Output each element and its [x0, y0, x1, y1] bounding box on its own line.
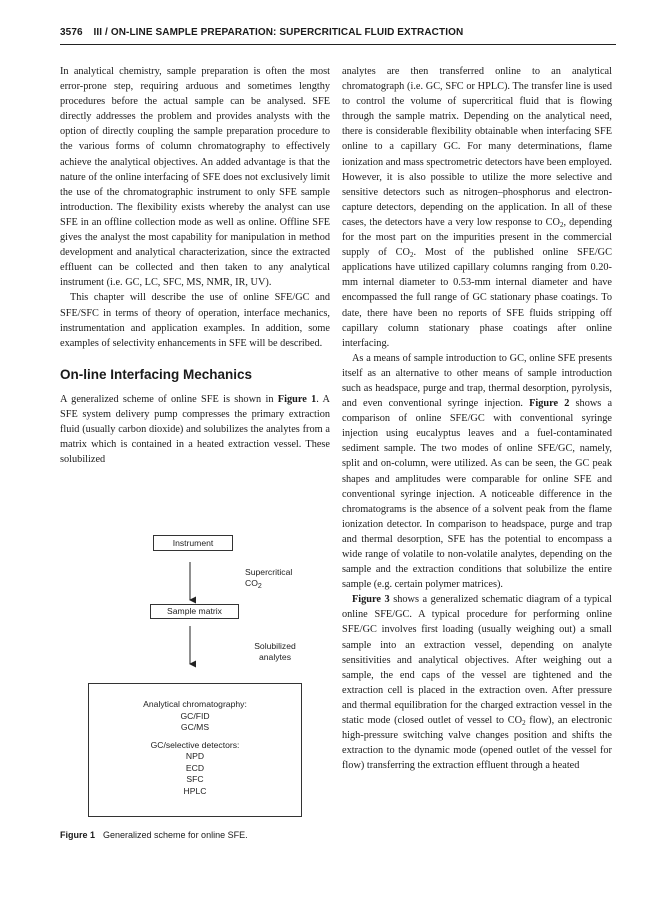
solubilized-analytes-label: Solubilized analytes: [254, 641, 296, 662]
chapter-scope-paragraph: This chapter will describe the use of online SFE/GC and SFE/SFC in terms of theory of operation, interface mechanics, instrumentation and application examples. In addition, some examples of selectivity enhancements in SFE will be described.: [60, 292, 330, 349]
gc-fid: GC/FID: [180, 710, 210, 721]
figure-1-reference: Figure 1: [277, 393, 317, 405]
header-rule: [60, 44, 616, 45]
right-column: [342, 64, 612, 773]
npd: NPD: [185, 751, 205, 761]
instrument-box: Instrument: [153, 535, 233, 551]
intro-paragraph: In analytical chemistry, sample preparation is often the most error-prone step, requiring arduous and sometimes lengthy procedures before the actual sample can be analysed. SFE directly addresses the problem and provides analysts with the option of directly coupling the sample preparation procedure to the various forms of column chromatography to effectively achieve the analytical objectives. An added advantage is that the nature of the online interfacing of SFE does not exclusively limit the use of the chromatographic instrument to only SFE sample introduction. The flexibility exists whereby the analyst can use SFE in an offline collection mode as well as online. Offline SFE gives the analyst the most capability for manipulation in method development and analytical characterization, since the extracted effluent can be collected and then taken to any analytical instrument (i.e. GC, LC, SFC, MS, NMR, IR, UV).: [60, 66, 330, 289]
procedure-paragraph: Figure 3 shows a generalized schematic diagram of a typical online SFE/GC. A typical procedure for performing online SFE/GC involves first loading (usually weighing out) a small sample into an extraction vessel, depending on analyte sensitivities and analytical objectives. After weighing out a sample, the end caps of the vessel are tightened and the extraction cell is placed in the extraction oven. After pressure and thermal equilibration for the charged extraction vessel in the static mode (closed outlet of vessel to $CO_2$ flow), an electronic high-pressure switching valve changes position and shifts the extraction to the dynamic mode (opened outlet of the vessel for flow) transferring the extraction effluent through a heated: [342, 594, 612, 772]
supercritical-co2-label: Supercritical $CO_2$: [245, 567, 293, 590]
hplc: HPLC: [183, 785, 207, 796]
analytical-heading: Analytical chromatography:: [143, 699, 247, 709]
selective-heading: GC/selective detectors:: [150, 739, 240, 750]
caption-label: Figure 1: [60, 830, 96, 840]
ecd: ECD: [185, 762, 205, 773]
sfc: SFC: [186, 774, 204, 784]
gc-ms: GC/MS: [180, 722, 210, 732]
running-title: III / ON-LINE SAMPLE PREPARATION: SUPERCRITICAL FLUID EXTRACTION: [93, 27, 464, 38]
running-header: [60, 27, 616, 43]
interfacing-paragraph: A generalized scheme of online SFE is shown in Figure 1. A SFE system delivery pump compresses the primary extraction fluid (usually carbon dioxide) and solubilizes the analytes from a matrix which is contained in a heated extraction vessel. These solubilized: [60, 393, 330, 466]
figure-2-reference: Figure 2: [529, 398, 570, 410]
caption-text: Generalized scheme for online SFE.: [103, 830, 248, 840]
left-column: [60, 64, 330, 467]
section-heading: On-line Interfacing Mechanics: [60, 366, 253, 382]
page-number: 3576: [60, 27, 83, 38]
detectors-paragraph: analytes are then transferred online to an analytical chromatograph (i.e. GC, SFC or HPLC). The transfer line is used to control the volume of supercritical fluid that is flowing through the sample matrix. Depending on the analytical need, there is considerable flexibility obtainable when interfacing SFE online to a capillary GC. For many determinations, flame ionization and mass spectrometric detectors have been employed. However, it is also possible to utilize the more selective and sensitive detectors such as nitrogen–phosphorus and electron-capture detectors, depending on the application. In all of these cases, the detectors have a very low response to $CO_2$, depending for the most part on the impurities present in the commercial supply of $CO_2$. Most of the published online SFE/GC applications have utilized capillary columns ranging from 0.20-mm internal diameter to 0.53-mm internal diameter and have encompassed the full range of GC stationary phase coatings. To date, there have been no reports of SFE fluids stripping off capillary column stationary phase coatings after online interfacing.: [342, 66, 612, 349]
comparison-paragraph: As a means of sample introduction to GC, online SFE presents itself as an alternative to other means of sample introduction such as headspace, purge and trap, thermal desorption, pyrolysis, and even conventional syringe injection. Figure 2 shows a comparison of online SFE/GC with conventional syringe injection using eucalyptus leaves and a fuel-contaminated sediment sample. The two modes of online SFE/GC, namely, split and on-column, were utilized. As can be seen, the GC peak shapes and amplitudes were comparable for online SFE and conventional syringe injection. A noticeable difference in the chromatograms is the absence of a solvent peak from the flame ionization detector. In comparison to headspace, purge and trap and thermal desorption, SFE has the potential to encompass a wide range of volatile to non-volatile analytes, depending on the sample and the extraction conditions that solubilize the entire sample (e.g. certain polymer matrices).: [342, 352, 613, 591]
analytical-chromatography-box: [88, 683, 302, 817]
figure-3-reference: Figure 3: [352, 594, 390, 606]
sample-matrix-box: Sample matrix: [150, 604, 239, 619]
figure-1-caption: [60, 829, 330, 841]
